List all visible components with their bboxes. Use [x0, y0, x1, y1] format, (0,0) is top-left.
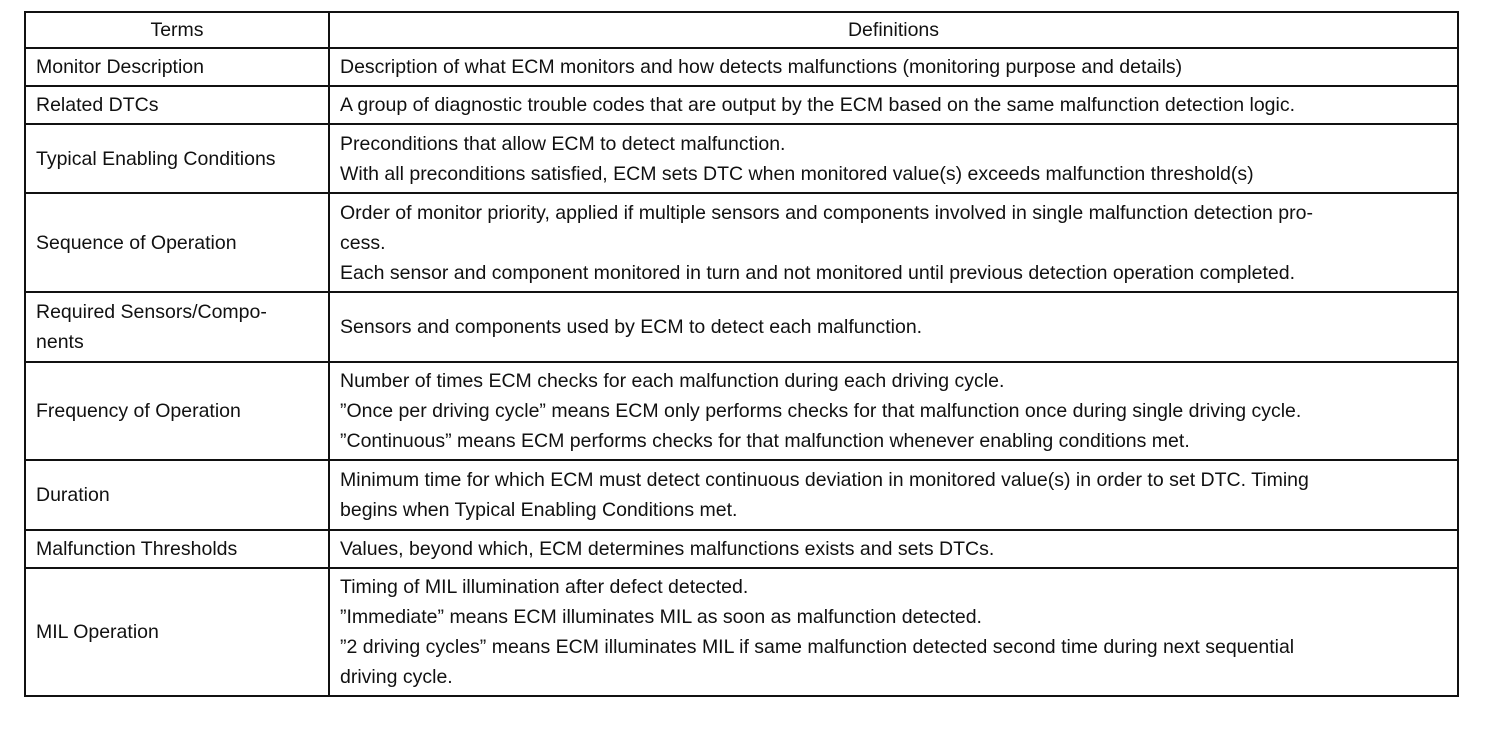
term-duration: Duration	[25, 460, 329, 530]
definition-required-sensors-components	[329, 292, 1458, 362]
definition-malfunction-thresholds	[329, 530, 1458, 568]
definition-line: Sensors and components used by ECM to detect each malfunction.	[340, 316, 923, 338]
definition-duration	[329, 460, 1458, 530]
table-header-row	[25, 12, 1458, 48]
term-sequence-of-operation: Sequence of Operation	[25, 193, 329, 292]
definition-line: ”Continuous” means ECM performs checks for that malfunction whenever enabling conditions met.	[340, 430, 1190, 452]
term-required-sensors-components	[25, 292, 329, 362]
table-row	[25, 193, 1458, 292]
definition-line: Values, beyond which, ECM determines malfunctions exists and sets DTCs.	[340, 538, 995, 560]
definition-line: Timing of MIL illumination after defect detected.	[340, 576, 749, 598]
definition-line: ”Once per driving cycle” means ECM only performs checks for that malfunction once during single driving cycle.	[340, 400, 1302, 422]
definition-frequency-of-operation	[329, 362, 1458, 460]
definition-line: ”2 driving cycles” means ECM illuminates MIL if same malfunction detected second time during next sequential	[340, 636, 1295, 658]
term-monitor-description: Monitor Description	[25, 48, 329, 86]
terms-definitions-table	[24, 11, 1459, 697]
definition-mil-operation	[329, 568, 1458, 696]
definition-related-dtcs	[329, 86, 1458, 124]
definition-line: Preconditions that allow ECM to detect malfunction.	[340, 132, 786, 155]
term-line: nents	[36, 331, 84, 353]
term-frequency-of-operation: Frequency of Operation	[25, 362, 329, 460]
definition-line: driving cycle.	[340, 666, 453, 688]
definition-line: Number of times ECM checks for each malfunction during each driving cycle.	[340, 370, 1005, 392]
table-row	[25, 362, 1458, 460]
definition-monitor-description	[329, 48, 1458, 86]
definition-line: begins when Typical Enabling Conditions met.	[340, 499, 738, 521]
definition-line: Description of what ECM monitors and how detects malfunctions (monitoring purpose and details)	[340, 56, 1183, 78]
definition-sequence-of-operation	[329, 193, 1458, 292]
term-mil-operation: MIL Operation	[25, 568, 329, 696]
table-row	[25, 48, 1458, 86]
definition-line: Each sensor and component monitored in turn and not monitored until previous detection operation completed.	[340, 261, 1296, 284]
term-malfunction-thresholds: Malfunction Thresholds	[25, 530, 329, 568]
definition-line: cess.	[340, 231, 386, 254]
table-row	[25, 124, 1458, 193]
table-row	[25, 86, 1458, 124]
term-related-dtcs: Related DTCs	[25, 86, 329, 124]
term-typical-enabling-conditions: Typical Enabling Conditions	[25, 124, 329, 193]
table-row	[25, 530, 1458, 568]
definition-typical-enabling-conditions	[329, 124, 1458, 193]
definition-line: Order of monitor priority, applied if multiple sensors and components involved in single malfunction detection pro-	[340, 201, 1313, 224]
header-definitions: Definitions	[329, 12, 1458, 48]
definition-line: Minimum time for which ECM must detect continuous deviation in monitored value(s) in order to set DTC. Timing	[340, 469, 1309, 491]
definition-line: ”Immediate” means ECM illuminates MIL as soon as malfunction detected.	[340, 606, 982, 628]
definition-line: With all preconditions satisfied, ECM sets DTC when monitored value(s) exceeds malfunction threshold(s)	[340, 162, 1254, 185]
table-row	[25, 568, 1458, 696]
header-terms: Terms	[25, 12, 329, 48]
table-row	[25, 460, 1458, 530]
term-line: Required Sensors/Compo-	[36, 301, 267, 323]
table-row	[25, 292, 1458, 362]
definition-line: A group of diagnostic trouble codes that are output by the ECM based on the same malfunction detection logic.	[340, 94, 1296, 116]
